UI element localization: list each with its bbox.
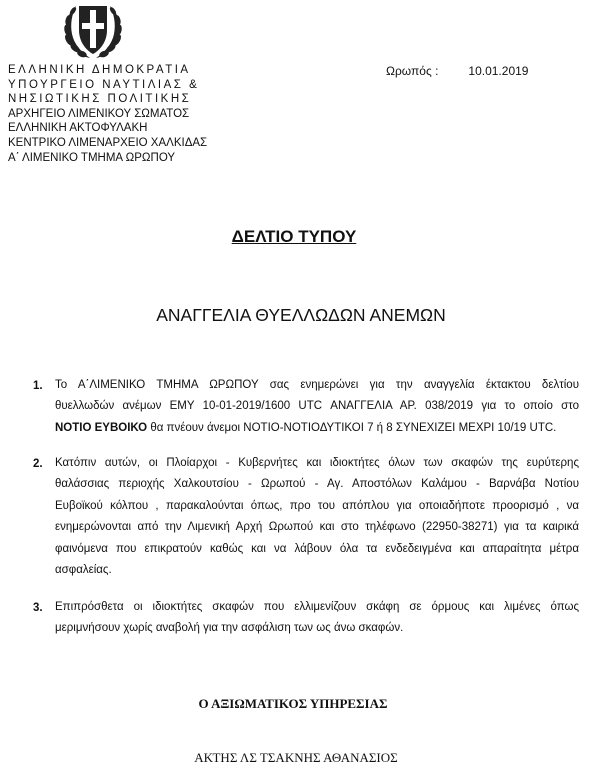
item-line: μεριμνήσουν χωρίς αναβολή για την ασφάλιση των ως άνω σκαφών. (55, 622, 404, 635)
item-line (55, 418, 579, 439)
org-line: ΝΗΣΙΩΤΙΚΗΣ ΠΟΛΙΤΙΚΗΣ (8, 93, 192, 106)
item-line: φαινόμενα που επικρατούν καθώς και να λάβουν όλα τα ενδεδειγμένα και απαραίτητα μέτρα (55, 542, 579, 555)
subject-title: ΑΝΑΓΓΕΛΙΑ ΘΥΕΛΛΩΔΩΝ ΑΝΕΜΩΝ (156, 305, 446, 325)
item-text (55, 597, 579, 640)
item-text (55, 375, 579, 439)
item-number: 2. (33, 458, 43, 470)
item-line: Κατόπιν αυτών, οι Πλοίαρχοι - Κυβερνήτες και ιδιοκτήτες όλων των σκαφών της ευρύτερης (55, 457, 579, 469)
item-line: ενημερώνονται από την Λιμενική Αρχή Ωρωπού και στο τηλέφωνο (22950-38271) για τα καιρικά (55, 521, 579, 534)
item-line: Επιπρόσθετα οι ιδιοκτήτες σκαφών που ελλιμενίζουν σκάφη σε όρμους και λιμένες όπως (55, 601, 579, 613)
place-date (386, 64, 528, 78)
org-line: ΚΕΝΤΡΙΚΟ ΛΙΜΕΝΑΡΧΕΙΟ ΧΑΛΚΙΔΑΣ (8, 136, 208, 149)
place-label: Ωρωπός : (386, 64, 439, 78)
item-number: 3. (33, 602, 43, 614)
item-number: 1. (33, 380, 43, 392)
org-line: ΑΡΧΗΓΕΙΟ ΛΙΜΕΝΙΚΟΥ ΣΩΜΑΤΟΣ (8, 107, 190, 120)
item-text (55, 453, 579, 581)
org-line: ΥΠΟΥΡΓΕΙΟ ΝΑΥΤΙΛΙΑΣ & (8, 78, 200, 91)
org-line: Α΄ ΛΙΜΕΝΙΚΟ ΤΜΗΜΑ ΩΡΩΠΟΥ (8, 151, 176, 164)
item-line: θαλάσσιας περιοχής Χαλκουτσίου - Ωρωπού - Αγ. Αποστόλων Καλάμου - Βαρνάβα Νοτίου (55, 478, 579, 491)
issuing-authority-block (8, 63, 207, 165)
greek-coat-of-arms-icon (60, 0, 126, 62)
item-line: ασφαλείας. (55, 564, 112, 577)
item-line-rest: θα πνέουν άνεμοι ΝΟΤΙΟ-ΝΟΤΙΟΔΥΤΙΚΟΙ 7 ή 8 ΣΥΝΕΧΙΖΕΙ ΜΕΧΡΙ 10/19 UTC. (147, 421, 557, 434)
item-line: θυελλωδών ανέμων ΕΜΥ 10-01-2019/1600 UTC ΑΝΑΓΓΕΛΙΑ ΑΡ. 038/2019 για το οποίο στο (55, 400, 579, 413)
org-line: ΕΛΛΗΝΙΚΗ ΔΗΜΟΚΡΑΤΙΑ (8, 64, 191, 76)
bold-lead: NOTIO ΕΥΒΟΙΚΟ (55, 421, 148, 434)
document-date: 10.01.2019 (468, 64, 529, 78)
item-line: Ευβοϊκού κόλπου , παρακαλούνται όπως, προ του απόπλου για οποιαδήποτε προορισμό , να (55, 499, 579, 512)
signatory-role: Ο ΑΞΙΩΜΑΤΙΚΟΣ ΥΠΗΡΕΣΙΑΣ (198, 696, 388, 711)
item-line: Το Α΄ΛΙΜΕΝΙΚΟ ΤΜΗΜΑ ΩΡΩΠΟΥ σας ενημερώνει για την αναγγελία έκτακτου δελτίου (55, 379, 579, 391)
press-release-title: ΔΕΛΤΙΟ ΤΥΠΟΥ (231, 227, 357, 246)
signatory-name: ΑΚΤΗΣ ΛΣ ΤΣΑΚΝΗΣ ΑΘΑΝΑΣΙΟΣ (194, 750, 398, 765)
org-line: ΕΛΛΗΝΙΚΗ ΑΚΤΟΦΥΛΑΚΗ (8, 122, 148, 135)
